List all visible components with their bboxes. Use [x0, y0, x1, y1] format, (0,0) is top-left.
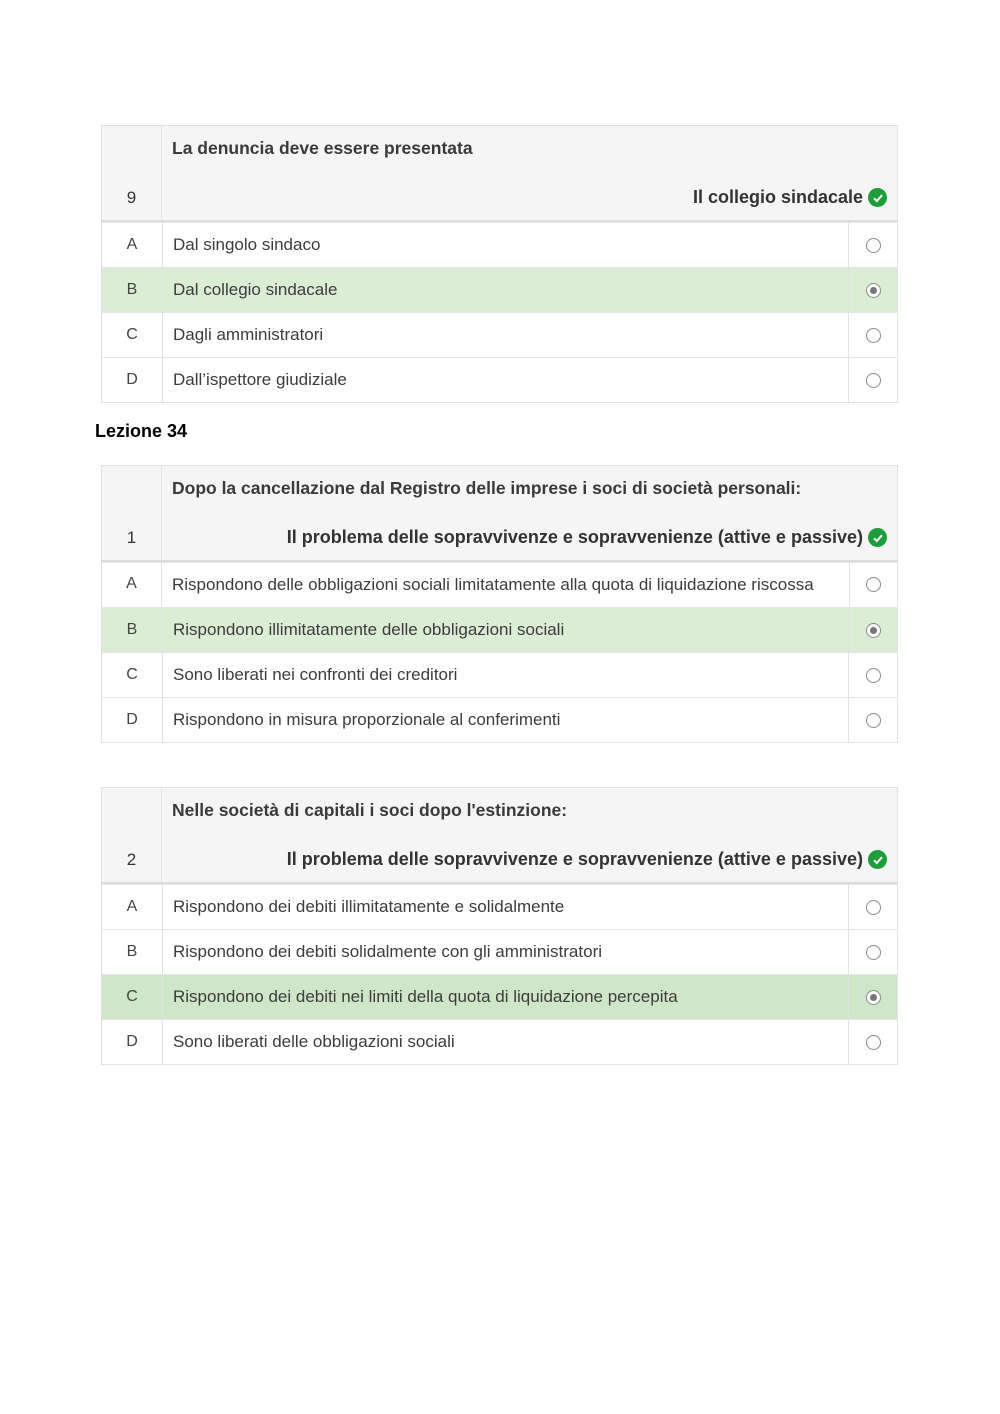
option-letter: A	[102, 223, 163, 267]
option-letter: D	[102, 698, 163, 742]
radio-button[interactable]	[866, 328, 881, 343]
check-circle-icon	[868, 188, 887, 207]
option-row[interactable]	[102, 222, 897, 267]
radio-button[interactable]	[866, 668, 881, 683]
radio-button[interactable]	[866, 373, 881, 388]
option-row[interactable]	[102, 1019, 897, 1064]
radio-button-selected[interactable]	[866, 623, 881, 638]
question-number: 2	[102, 788, 162, 882]
option-letter: A	[102, 885, 163, 929]
question-text: Dopo la cancellazione dal Registro delle imprese i soci di società personali:	[172, 478, 802, 498]
option-row[interactable]	[102, 267, 897, 312]
option-text: Rispondono dei debiti solidalmente con gli amministratori	[173, 942, 603, 961]
question-header	[102, 788, 897, 884]
correct-answer-label: Il collegio sindacale	[692, 187, 863, 207]
question-card	[101, 787, 898, 1065]
radio-button[interactable]	[866, 1035, 881, 1050]
radio-button[interactable]	[866, 577, 881, 592]
option-letter: D	[102, 358, 163, 402]
option-row[interactable]	[102, 697, 897, 742]
check-circle-icon	[868, 528, 887, 547]
option-row[interactable]	[102, 884, 897, 929]
correct-answer	[693, 187, 887, 208]
radio-button[interactable]	[866, 238, 881, 253]
correct-answer	[287, 527, 887, 548]
radio-button-selected[interactable]	[866, 990, 881, 1005]
option-letter: B	[102, 608, 163, 652]
option-text: Sono liberati delle obbligazioni sociali	[173, 1032, 455, 1051]
radio-button[interactable]	[866, 945, 881, 960]
option-text: Dagli amministratori	[173, 325, 324, 344]
option-letter: C	[102, 975, 163, 1019]
question-text: La denuncia deve essere presentata	[172, 138, 473, 158]
option-text: Dal singolo sindaco	[173, 235, 321, 254]
option-row[interactable]	[102, 562, 897, 607]
option-letter: C	[102, 653, 163, 697]
radio-button[interactable]	[866, 713, 881, 728]
option-letter: D	[102, 1020, 163, 1064]
question-card	[101, 465, 898, 743]
option-row[interactable]	[102, 312, 897, 357]
radio-button[interactable]	[866, 900, 881, 915]
correct-answer-label: Il problema delle sopravvivenze e sopravvenienze (attive e passive)	[286, 849, 863, 869]
option-text: Rispondono dei debiti illimitatamente e solidalmente	[173, 897, 565, 916]
option-letter: B	[102, 268, 163, 312]
option-row[interactable]	[102, 974, 897, 1019]
option-letter: C	[102, 313, 163, 357]
option-text: Dal collegio sindacale	[173, 280, 338, 299]
option-row[interactable]	[102, 929, 897, 974]
option-letter: B	[102, 930, 163, 974]
check-circle-icon	[868, 850, 887, 869]
option-text: Dall’ispettore giudiziale	[173, 370, 347, 389]
question-header	[102, 466, 897, 562]
radio-button-selected[interactable]	[866, 283, 881, 298]
section-title: Lezione 34	[95, 421, 188, 441]
option-text: Sono liberati nei confronti dei creditori	[173, 665, 458, 684]
question-number: 1	[102, 466, 162, 560]
correct-answer-label: Il problema delle sopravvivenze e sopravvenienze (attive e passive)	[286, 527, 863, 547]
option-text: Rispondono in misura proporzionale al conferimenti	[173, 710, 561, 729]
option-row[interactable]	[102, 357, 897, 402]
question-number: 9	[102, 126, 162, 220]
option-text: Rispondono dei debiti nei limiti della quota di liquidazione percepita	[173, 987, 678, 1006]
question-header	[102, 126, 897, 222]
question-card	[101, 125, 898, 403]
option-text: Rispondono delle obbligazioni sociali limitatamente alla quota di liquidazione riscossa	[172, 575, 814, 594]
option-text: Rispondono illimitatamente delle obbligazioni sociali	[173, 620, 565, 639]
option-row[interactable]	[102, 652, 897, 697]
question-text: Nelle società di capitali i soci dopo l'estinzione:	[172, 800, 568, 820]
option-row[interactable]	[102, 607, 897, 652]
option-letter: A	[102, 563, 162, 607]
correct-answer	[287, 849, 887, 870]
